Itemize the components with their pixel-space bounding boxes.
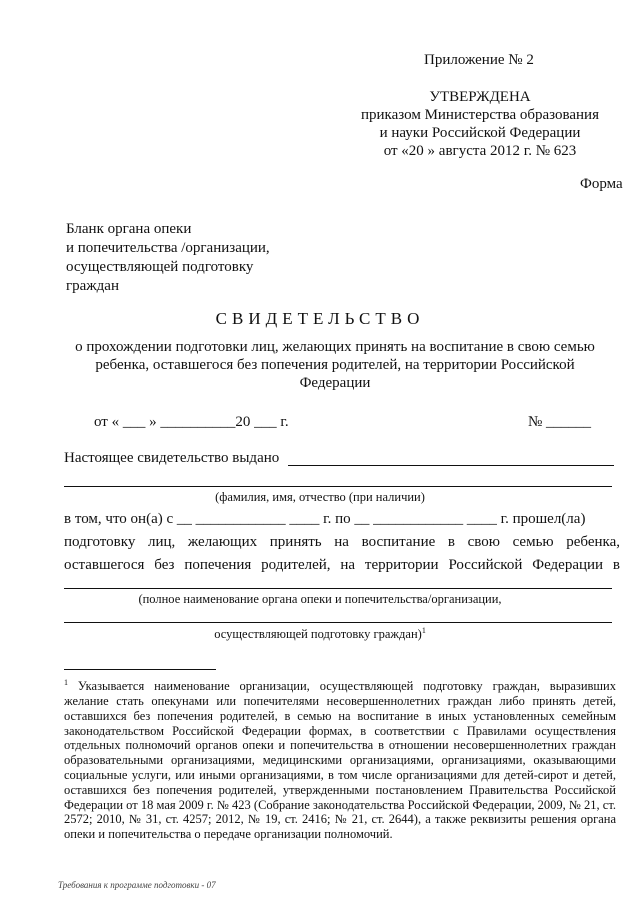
body-line: подготовку лиц, желающих принять на воспитание в свою семью ребенка, [64,534,620,550]
footnote-text: Указывается наименование организации, осуществляющей подготовку граждан, выразивших желание стать опекунами или попечителями несовершеннолетних граждан либо принять детей, оставшихся без попечения родителей, в семью на воспитание в иных установленных семейным законодательством Российской Федерации формах, в соответствии с Правилами осуществления отдельных полномочий органов опеки и попечительства в отношении несовершеннолетних граждан образовательными организациями, медицинскими организациями, организациями, оказывающими социальные услуги, или иными организациями, в том числе организациями для детей-сирот и детей, оставшихся без попечения родителей, утвержденными постановлением Правительства Российской Федерации от 18 мая 2009 г. № 423 (Собрание законодательства Российской Федерации, 2009, № 21, ст. 2572; 2010, № 31, ст. 4257; 2012, № 19, ст. 2416; № 21, ст. 2644), а также реквизиты решения органа опеки и попечительства о передаче организации полномочий. [64,679,616,842]
footnote-reference: 1 [421,626,426,635]
caption-text: осуществляющей подготовку граждан) [214,627,422,642]
recipient-name-field-continued[interactable] [64,486,612,487]
subtitle-line: о прохождении подготовки лиц, желающих принять на воспитание в свою семью [75,339,595,355]
subtitle-line: ребенка, оставшегося без попечения родителей, на территории Российской [95,357,575,373]
issue-date-field[interactable]: от « ___ » __________20 ___ г. [94,414,289,430]
footnote-divider [64,669,216,670]
certificate-subtitle [70,338,600,392]
organization-name-field-continued[interactable] [64,622,612,623]
organization-caption: (полное наименование органа опеки и попечительства/организации, [138,592,502,606]
period-line[interactable]: в том, что он(а) с __ ____________ ____ г. по __ ____________ ____ г. прошел(ла) [64,511,586,527]
issuer-blank-line: граждан [66,278,119,294]
footnote [64,676,616,842]
page-footer: Требования к программе подготовки - 07 [58,880,216,890]
approval-line: от «20 » августа 2012 г. № 623 [383,143,577,159]
issuer-blank-line: осуществляющей подготовку [66,259,254,275]
issued-to-label: Настоящее свидетельство выдано [64,450,280,466]
form-label: Форма [580,176,623,192]
certificate-title: СВИДЕТЕЛЬСТВО [215,309,425,328]
name-caption: (фамилия, имя, отчество (при наличии) [215,490,425,504]
issuer-blank-line: Бланк органа опеки [66,221,192,237]
approval-line: УТВЕРЖДЕНА [429,89,531,105]
recipient-name-field[interactable] [288,465,614,466]
organization-caption-continued [0,626,640,642]
body-line: оставшегося без попечения родителей, на территории Российской Федерации в [64,557,620,573]
footnote-marker: 1 [64,678,68,687]
approval-line: приказом Министерства образования [361,107,599,123]
approval-block [360,88,600,160]
issuer-blank-line: и попечительства /организации, [66,240,270,256]
appendix-number: Приложение № 2 [424,52,534,68]
organization-name-field[interactable] [64,588,612,589]
certificate-number-field[interactable]: № ______ [528,414,592,430]
issuer-blank-block [66,220,270,296]
approval-line: и науки Российской Федерации [379,125,581,141]
subtitle-line: Федерации [299,375,371,391]
